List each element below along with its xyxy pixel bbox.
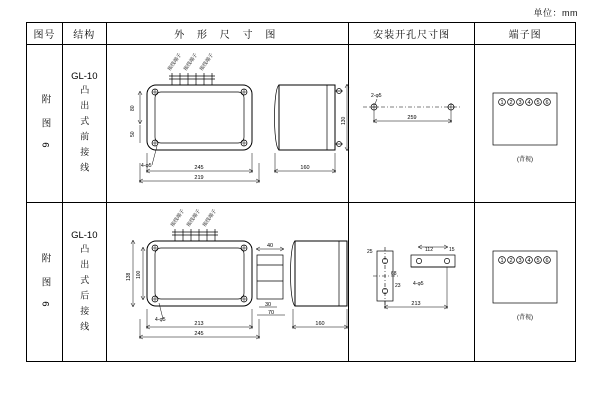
svg-text:3: 3 [518, 258, 522, 264]
svg-text:40: 40 [266, 243, 273, 249]
svg-text:68: 68 [390, 271, 397, 277]
outline-drawing-1 [107, 45, 348, 202]
svg-text:15: 15 [448, 247, 455, 253]
svg-text:4: 4 [527, 258, 531, 264]
svg-text:3: 3 [518, 100, 522, 106]
unit-note: 单位：mm [533, 8, 578, 18]
svg-text:245: 245 [194, 331, 204, 337]
svg-text:50: 50 [129, 131, 136, 137]
table-row [27, 203, 575, 362]
mounting-drawing-2 [349, 203, 475, 362]
svg-text:100: 100 [135, 270, 142, 279]
svg-text:259: 259 [407, 115, 417, 121]
svg-text:(背视): (背视) [517, 315, 534, 321]
outline-drawing-2 [107, 203, 348, 362]
cell-fig-no: 附 图 6 [27, 203, 63, 362]
header-cell-outline: 外 形 尺 寸 图 [107, 23, 349, 44]
svg-text:130: 130 [340, 116, 347, 125]
svg-text:2: 2 [509, 100, 513, 106]
svg-text:160: 160 [300, 165, 310, 171]
svg-text:2-φ5: 2-φ5 [370, 93, 382, 99]
svg-text:4-φ5: 4-φ5 [140, 163, 152, 169]
svg-text:(背视): (背视) [517, 157, 534, 163]
structure-text: GL-10 凸 出 式 前 接 线 [71, 70, 98, 174]
svg-text:接线端子: 接线端子 [166, 52, 183, 73]
svg-text:6: 6 [545, 258, 549, 264]
svg-text:4: 4 [527, 100, 531, 106]
svg-text:2: 2 [509, 258, 513, 264]
svg-text:4-φ5: 4-φ5 [154, 317, 166, 323]
svg-text:30: 30 [264, 302, 271, 308]
structure-text: GL-10 凸 出 式 后 接 线 [71, 229, 98, 333]
header-cell-fig-no: 图号 [27, 23, 63, 44]
cell-mounting-drawing-1 [349, 45, 476, 202]
svg-text:接线端子: 接线端子 [185, 208, 202, 229]
cell-outline-drawing-2 [107, 203, 349, 362]
svg-text:160: 160 [315, 321, 325, 327]
svg-text:219: 219 [194, 175, 204, 181]
svg-text:4-φ5: 4-φ5 [412, 281, 424, 287]
table-row [27, 45, 575, 203]
cell-fig-no: 附 图 6 [27, 45, 63, 202]
svg-text:接线端子: 接线端子 [198, 52, 215, 73]
svg-text:25: 25 [366, 249, 373, 255]
header-cell-structure: 结构 [63, 23, 107, 44]
mounting-drawing-1 [349, 45, 475, 202]
svg-text:接线端子: 接线端子 [182, 52, 199, 73]
svg-text:112: 112 [424, 247, 433, 253]
dimension-table [26, 22, 576, 362]
svg-text:5: 5 [536, 258, 540, 264]
cell-terminal-drawing-1 [475, 45, 575, 202]
svg-text:213: 213 [194, 321, 204, 327]
table-header-row [27, 23, 575, 45]
header-cell-terminal: 端子图 [508, 30, 542, 41]
svg-text:80: 80 [129, 105, 136, 111]
terminal-drawing-2 [475, 203, 575, 362]
svg-text:23: 23 [394, 283, 401, 289]
svg-text:245: 245 [194, 165, 204, 171]
cell-terminal-drawing-2 [475, 203, 575, 362]
svg-text:70: 70 [267, 310, 274, 316]
cell-structure [63, 45, 107, 202]
cell-structure [63, 203, 107, 362]
svg-text:接线端子: 接线端子 [201, 208, 218, 229]
svg-text:接线端子: 接线端子 [169, 208, 186, 229]
terminal-drawing-1 [475, 45, 575, 202]
svg-text:213: 213 [411, 301, 421, 307]
svg-text:138: 138 [125, 272, 132, 281]
cell-outline-drawing-1 [107, 45, 349, 202]
svg-text:1: 1 [500, 100, 504, 106]
svg-text:1: 1 [500, 258, 504, 264]
header-cell-mounting: 安装开孔尺寸图 [349, 23, 476, 44]
cell-mounting-drawing-2 [349, 203, 476, 362]
svg-text:6: 6 [545, 100, 549, 106]
svg-text:5: 5 [536, 100, 540, 106]
